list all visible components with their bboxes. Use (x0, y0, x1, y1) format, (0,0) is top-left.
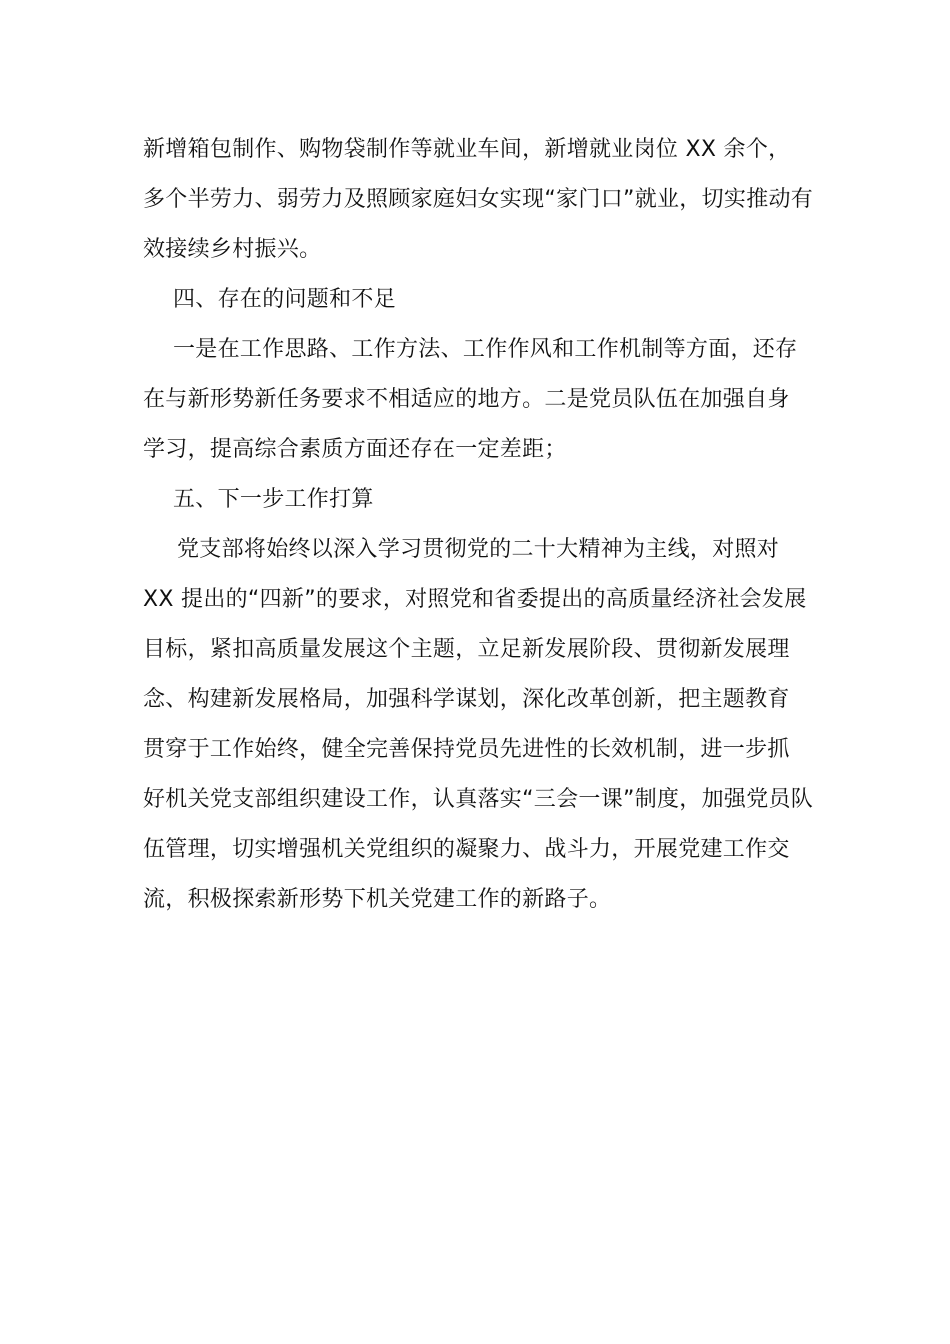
paragraph-line: 好机关党支部组织建设工作，认真落实“三会一课”制度，加强党员队 (143, 787, 814, 812)
paragraph-line: 流，积极探索新形势下机关党建工作的新路子。 (143, 887, 612, 912)
paragraph-line: 伍管理，切实增强机关党组织的凝聚力、战斗力，开展党建工作交 (143, 837, 790, 862)
paragraph-line: 念、构建新发展格局，加强科学谋划，深化改革创新，把主题教育 (143, 687, 790, 712)
paragraph-line: 学习，提高综合素质方面还存在一定差距； (143, 437, 567, 462)
paragraph-line: 目标，紧扣高质量发展这个主题，立足新发展阶段、贯彻新发展理 (143, 637, 790, 662)
paragraph-line: 多个半劳力、弱劳力及照顾家庭妇女实现“家门口”就业，切实推动有 (143, 187, 814, 212)
section-heading: 四、存在的问题和不足 (173, 287, 397, 312)
paragraph-line: XX 提出的“四新”的要求，对照党和省委提出的高质量经济社会发展 (143, 587, 807, 612)
paragraph-line: 一是在工作思路、工作方法、工作作风和工作机制等方面，还存 (173, 337, 798, 362)
paragraph-line: 党支部将始终以深入学习贯彻党的二十大精神为主线，对照对 (177, 537, 780, 562)
paragraph-line: 新增箱包制作、购物袋制作等就业车间，新增就业岗位 XX 余个， (143, 137, 791, 162)
paragraph-line: 贯穿于工作始终，健全完善保持党员先进性的长效机制，进一步抓 (143, 737, 790, 762)
paragraph-line: 在与新形势新任务要求不相适应的地方。二是党员队伍在加强自身 (143, 387, 790, 412)
section-heading: 五、下一步工作打算 (173, 487, 374, 512)
paragraph-line: 效接续乡村振兴。 (143, 237, 322, 262)
